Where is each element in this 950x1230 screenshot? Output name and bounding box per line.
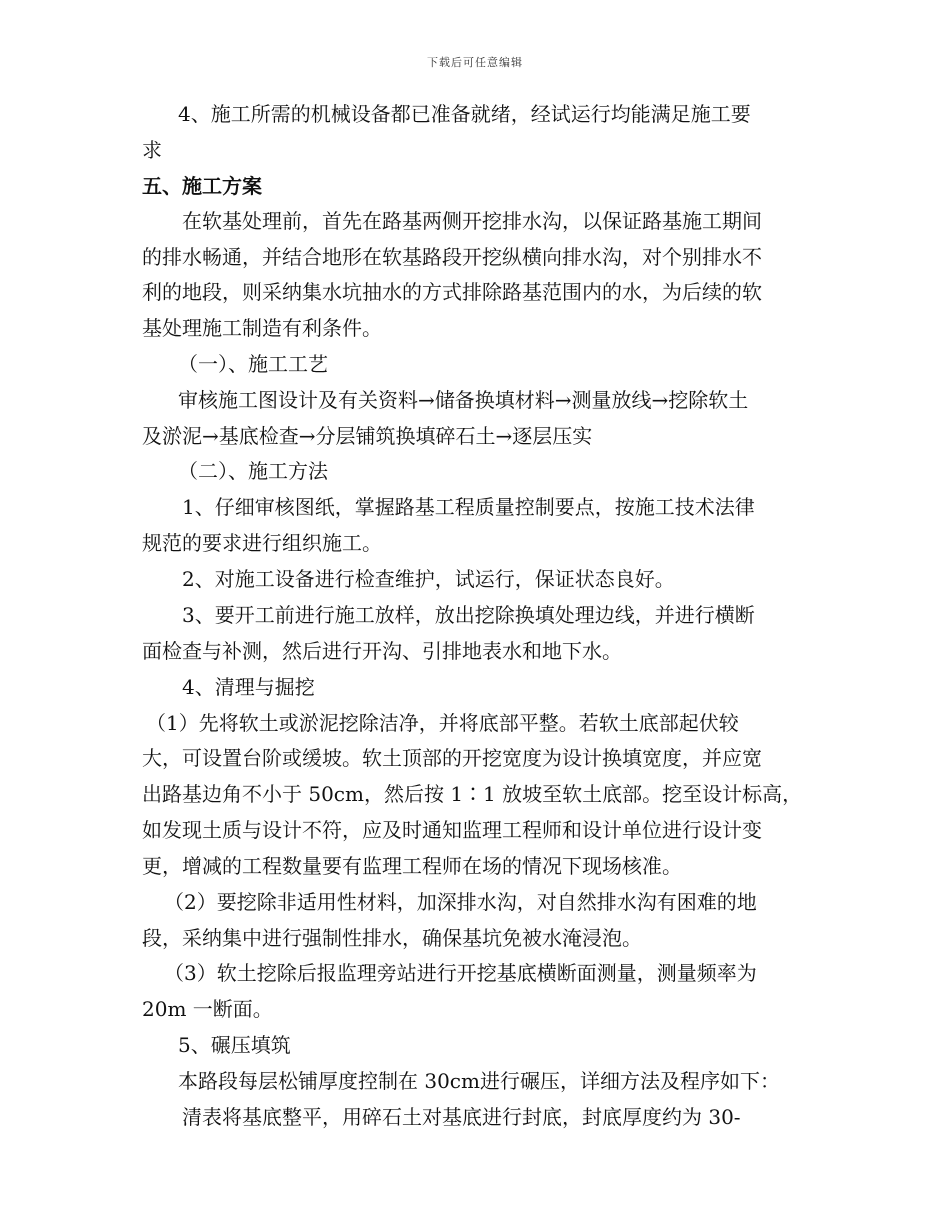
paragraph-line: 大，可设置台阶或缓坡。软土顶部的开挖宽度为设计换填宽度，并应宽: [142, 746, 762, 770]
paragraph-line: 20m 一断面。: [142, 997, 273, 1021]
paragraph-line: （2）要挖除非适用性材料，加深排水沟，对自然排水沟有困难的地: [164, 890, 757, 914]
paragraph-line: 段，采纳集中进行强制性排水，确保基坑免被水淹浸泡。: [142, 926, 642, 950]
paragraph-line: 面检查与补测，然后进行开沟、引排地表水和地下水。: [142, 639, 622, 663]
page-header: 下载后可任意编辑: [427, 56, 523, 69]
paragraph-line: 1、仔细审核图纸，掌握路基工程质量控制要点，按施工技术法律: [182, 495, 755, 519]
paragraph-line: 及淤泥→基底检查→分层铺筑换填碎石土→逐层压实: [142, 424, 593, 448]
paragraph-line: 清表将基底整平，用碎石土对基底进行封底，封底厚度约为 30-: [182, 1105, 741, 1129]
section-heading: 五、施工方案: [142, 174, 262, 198]
subsection-heading: （一）、施工工艺: [178, 352, 328, 376]
paragraph-line: 2、对施工设备进行检查维护，试运行，保证状态良好。: [182, 567, 675, 591]
paragraph-line: 3、要开工前进行施工放样，放出挖除换填处理边线，并进行横断: [182, 603, 755, 627]
paragraph-line: 求: [142, 138, 162, 162]
paragraph-line: 基处理施工制造有利条件。: [142, 316, 382, 340]
paragraph-line: 更，增减的工程数量要有监理工程师在场的情况下现场核准。: [142, 854, 682, 878]
paragraph-line: 5、碾压填筑: [178, 1033, 291, 1057]
paragraph-line: 的排水畅通，并结合地形在软基路段开挖纵横向排水沟，对个别排水不: [142, 245, 762, 269]
paragraph-line: 规范的要求进行组织施工。: [142, 531, 382, 555]
paragraph-line: 审核施工图设计及有关资料→储备换填材料→测量放线→挖除软土: [178, 388, 749, 412]
subsection-heading: （二）、施工方法: [178, 459, 328, 483]
paragraph-line: 在软基处理前，首先在路基两侧开挖排水沟，以保证路基施工期间: [182, 209, 762, 233]
paragraph-line: 利的地段，则采纳集水坑抽水的方式排除路基范围内的水，为后续的软: [142, 280, 762, 304]
paragraph-line: 出路基边角不小于 50cm，然后按 1∶1 放坡至软土底部。挖至设计标高，: [142, 782, 803, 806]
paragraph-line: 4、清理与掘挖: [182, 675, 315, 699]
paragraph-line: 如发现土质与设计不符，应及时通知监理工程师和设计单位进行设计变: [142, 818, 762, 842]
paragraph-line: （3）软土挖除后报监理旁站进行开挖基底横断面测量，测量频率为: [164, 961, 757, 985]
paragraph-line: （1）先将软土或淤泥挖除洁净，并将底部平整。若软土底部起伏较: [146, 711, 739, 735]
paragraph-line: 4、施工所需的机械设备都已准备就绪，经试运行均能满足施工要: [178, 102, 751, 126]
paragraph-line: 本路段每层松铺厚度控制在 30cm进行碾压，详细方法及程序如下：: [178, 1069, 780, 1093]
